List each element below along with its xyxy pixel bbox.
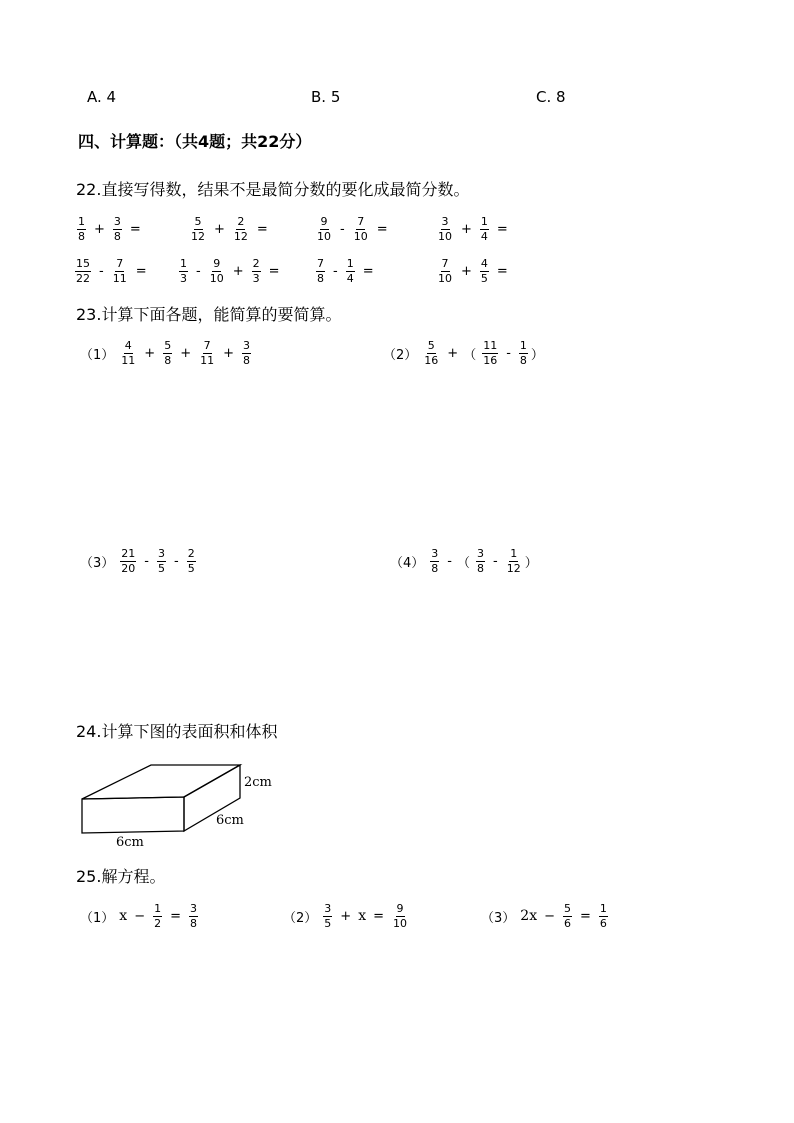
fraction: $\frac{3}{8}$ bbox=[431, 546, 439, 575]
fraction: $\frac{9}{10}$ bbox=[317, 214, 331, 243]
q22-r2-expr-3: $\frac{7}{8}$ - $\frac{1}{4}$ = bbox=[317, 256, 374, 285]
fraction: $\frac{4}{5}$ bbox=[480, 256, 488, 285]
q22-r2-expr-2: $\frac{1}{3}$ - $\frac{9}{10}$ + $\frac{2}{3}$ = bbox=[180, 256, 280, 285]
q23-problem-3: （3） $\frac{21}{20}$ - $\frac{3}{5}$ - $\frac{2}{5}$ bbox=[80, 546, 195, 575]
fraction: $\frac{1}{2}$ bbox=[154, 901, 162, 930]
q25-title: 25.解方程。 bbox=[76, 867, 166, 886]
width-label: 6cm bbox=[216, 813, 244, 828]
section-title: 四、计算题：（共4题；共22分） bbox=[78, 132, 312, 151]
q25-equation-2: （2） $\frac{3}{5}$ + x = $\frac{9}{10}$ bbox=[283, 901, 407, 930]
q24-title: 24.计算下图的表面积和体积 bbox=[76, 722, 278, 741]
fraction: $\frac{1}{12}$ bbox=[506, 546, 521, 575]
q23-title: 23.计算下面各题，能简算的要简算。 bbox=[76, 305, 342, 324]
option-a: A. 4 bbox=[87, 88, 117, 106]
fraction: $\frac{1}{8}$ bbox=[519, 338, 527, 367]
fraction: $\frac{2}{3}$ bbox=[252, 256, 260, 285]
fraction: $\frac{1}{4}$ bbox=[346, 256, 354, 285]
cuboid-top-face bbox=[82, 765, 240, 799]
fraction: $\frac{3}{5}$ bbox=[324, 901, 332, 930]
fraction: $\frac{5}{16}$ bbox=[424, 338, 439, 367]
fraction: $\frac{3}{10}$ bbox=[438, 214, 452, 243]
fraction: $\frac{3}{8}$ bbox=[113, 214, 121, 243]
fraction: $\frac{21}{20}$ bbox=[121, 546, 136, 575]
q22-r1-expr-3: $\frac{9}{10}$ - $\frac{7}{10}$ = bbox=[317, 214, 388, 243]
fraction: $\frac{1}{8}$ bbox=[78, 214, 85, 243]
fraction: $\frac{1}{3}$ bbox=[180, 256, 187, 285]
q22-r2-expr-4: $\frac{7}{10}$ + $\frac{4}{5}$ = bbox=[438, 256, 508, 285]
cuboid-figure bbox=[70, 755, 290, 855]
fraction: $\frac{7}{11}$ bbox=[112, 256, 127, 285]
q22-r1-expr-1: $\frac{1}{8}$ + $\frac{3}{8}$ = bbox=[78, 214, 141, 243]
fraction: $\frac{2}{12}$ bbox=[233, 214, 248, 243]
cuboid-front-face bbox=[82, 797, 184, 833]
fraction: $\frac{9}{10}$ bbox=[393, 901, 407, 930]
q22-r1-expr-4: $\frac{3}{10}$ + $\frac{1}{4}$ = bbox=[438, 214, 508, 243]
fraction: $\frac{5}{6}$ bbox=[564, 901, 571, 930]
q23-problem-1: （1） $\frac{4}{11}$ + $\frac{5}{8}$ + $\frac{7}{11}$ + $\frac{3}{8}$ bbox=[80, 338, 250, 367]
option-c: C. 8 bbox=[536, 88, 566, 106]
fraction: $\frac{15}{22}$ bbox=[76, 256, 90, 285]
fraction: $\frac{3}{8}$ bbox=[477, 546, 484, 575]
option-b: B. 5 bbox=[311, 88, 341, 106]
q22-r1-expr-2: $\frac{5}{12}$ + $\frac{2}{12}$ = bbox=[191, 214, 268, 243]
fraction: $\frac{4}{11}$ bbox=[121, 338, 136, 367]
fraction: $\frac{7}{8}$ bbox=[317, 256, 324, 285]
fraction: $\frac{1}{4}$ bbox=[480, 214, 488, 243]
fraction: $\frac{3}{5}$ bbox=[157, 546, 165, 575]
length-label: 6cm bbox=[116, 835, 144, 850]
fraction: $\frac{5}{12}$ bbox=[191, 214, 205, 243]
fraction: $\frac{3}{8}$ bbox=[243, 338, 250, 367]
fraction: $\frac{7}{10}$ bbox=[438, 256, 452, 285]
q23-problem-4: （4） $\frac{3}{8}$ - （ $\frac{3}{8}$ - $\frac{1}{12}$ ） bbox=[390, 546, 538, 575]
q25-equation-1: （1） x − $\frac{1}{2}$ = $\frac{3}{8}$ bbox=[80, 901, 197, 930]
fraction: $\frac{7}{10}$ bbox=[353, 214, 368, 243]
q25-equation-3: （3） 2x − $\frac{5}{6}$ = $\frac{1}{6}$ bbox=[481, 901, 607, 930]
fraction: $\frac{2}{5}$ bbox=[187, 546, 195, 575]
q22-title: 22.直接写得数，结果不是最简分数的要化成最简分数。 bbox=[76, 180, 470, 199]
q23-problem-2: （2） $\frac{5}{16}$ + （ $\frac{11}{16}$ - $\frac{1}{8}$ ） bbox=[383, 338, 544, 367]
height-label: 2cm bbox=[244, 775, 272, 790]
fraction: $\frac{7}{11}$ bbox=[200, 338, 215, 367]
fraction: $\frac{9}{10}$ bbox=[209, 256, 224, 285]
fraction: $\frac{3}{8}$ bbox=[190, 901, 197, 930]
fraction: $\frac{5}{8}$ bbox=[164, 338, 172, 367]
fraction: $\frac{1}{6}$ bbox=[599, 901, 607, 930]
fraction: $\frac{11}{16}$ bbox=[483, 338, 498, 367]
q22-r2-expr-1: $\frac{15}{22}$ - $\frac{7}{11}$ = bbox=[76, 256, 147, 285]
